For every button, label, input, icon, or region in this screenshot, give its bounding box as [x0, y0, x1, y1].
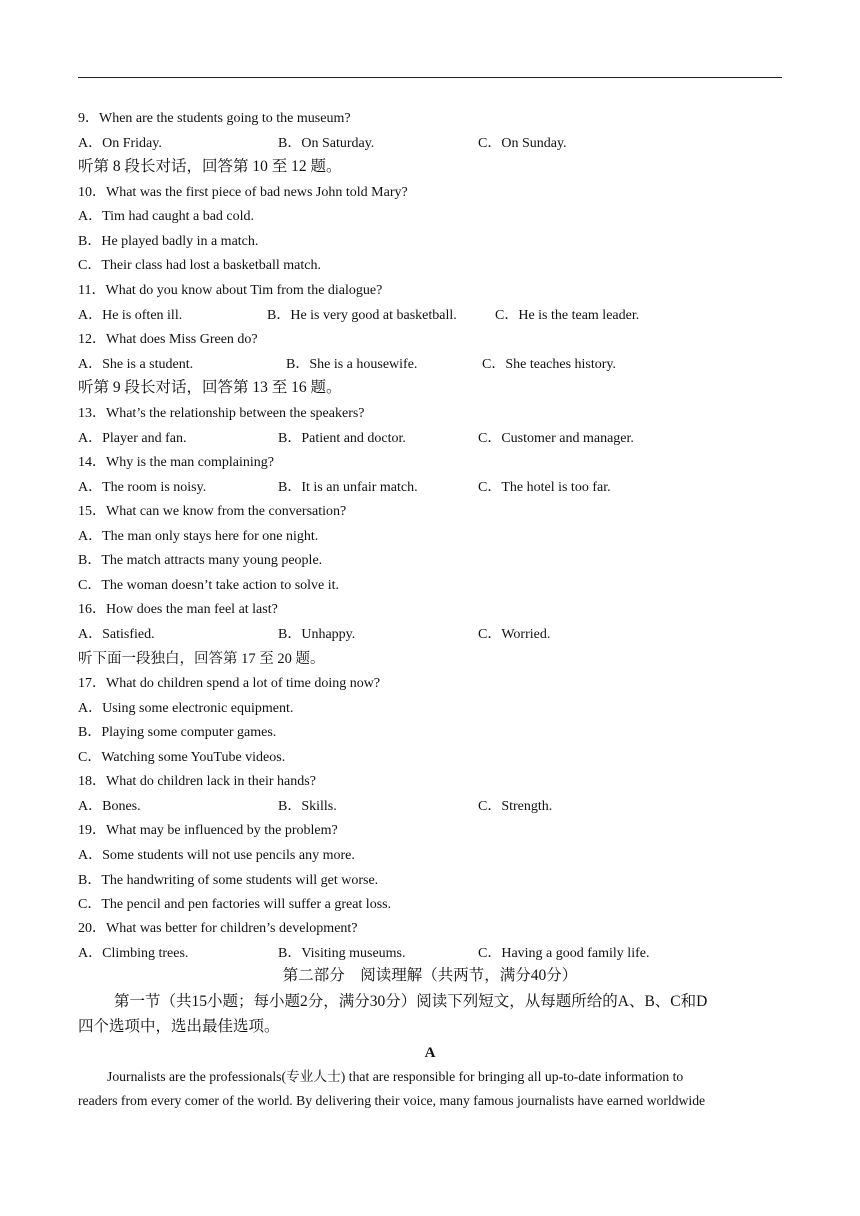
option-13c: C．Customer and manager.	[478, 431, 634, 446]
option-16b: B．Unhappy.	[278, 627, 356, 642]
question-17: 17．What do children spend a lot of time doing now?	[78, 676, 381, 691]
option-19c: C．The pencil and pen factories will suffer a great loss.	[78, 897, 392, 912]
header-rule	[78, 77, 782, 78]
option-13b: B．Patient and doctor.	[278, 431, 406, 446]
option-11a: A．He is often ill.	[78, 308, 183, 323]
question-11: 11．What do you know about Tim from the dialogue?	[78, 283, 383, 298]
option-17a: A．Using some electronic equipment.	[78, 701, 294, 716]
option-15a: A．The man only stays here for one night.	[78, 529, 319, 544]
option-20a: A．Climbing trees.	[78, 946, 189, 961]
question-14: 14．Why is the man complaining?	[78, 455, 274, 470]
section-9-instruction: 听第 9 段长对话，回答第 13 至 16 题。	[78, 379, 342, 396]
option-18a: A．Bones.	[78, 799, 141, 814]
passage-label: A	[424, 1045, 436, 1061]
option-11b: B．He is very good at basketball.	[267, 308, 457, 323]
option-15c: C．The woman doesn’t take action to solve it.	[78, 578, 340, 593]
question-20: 20．What was better for children’s development?	[78, 921, 358, 936]
part-2-instruction-line-1: 第一节（共15小题；每小题2分，满分30分）阅读下列短文，从每题所给的A、B、C和D	[114, 993, 708, 1010]
part-2-instruction-line-2: 四个选项中，选出最佳选项。	[78, 1018, 280, 1035]
option-19a: A．Some students will not use pencils any more.	[78, 848, 355, 863]
option-12b: B．She is a housewife.	[286, 357, 418, 372]
passage-line-2: readers from every comer of the world. By delivering their voice, many famous journalists have earned worldwide	[78, 1093, 706, 1108]
option-12c: C．She teaches history.	[482, 357, 617, 372]
option-10a: A．Tim had caught a bad cold.	[78, 209, 255, 224]
option-20c: C．Having a good family life.	[478, 946, 650, 961]
question-12: 12．What does Miss Green do?	[78, 332, 258, 347]
passage-line-1: Journalists are the professionals(专业人士) that are responsible for bringing all up-to-date information to	[107, 1069, 684, 1084]
question-9: 9．When are the students going to the museum?	[78, 111, 351, 126]
question-13: 13．What’s the relationship between the speakers?	[78, 406, 365, 421]
question-18: 18．What do children lack in their hands?	[78, 774, 316, 789]
option-14a: A．The room is noisy.	[78, 480, 207, 495]
question-16: 16．How does the man feel at last?	[78, 602, 278, 617]
option-19b: B．The handwriting of some students will get worse.	[78, 873, 379, 888]
option-10c: C．Their class had lost a basketball match.	[78, 258, 321, 273]
question-10: 10．What was the first piece of bad news John told Mary?	[78, 185, 408, 200]
option-9b: B．On Saturday.	[278, 136, 375, 151]
question-19: 19．What may be influenced by the problem?	[78, 823, 338, 838]
option-12a: A．She is a student.	[78, 357, 194, 372]
option-11c: C．He is the team leader.	[495, 308, 640, 323]
option-20b: B．Visiting museums.	[278, 946, 406, 961]
option-14b: B．It is an unfair match.	[278, 480, 418, 495]
monologue-instruction: 听下面一段独白，回答第 17 至 20 题。	[78, 651, 325, 667]
option-13a: A．Player and fan.	[78, 431, 187, 446]
option-17b: B．Playing some computer games.	[78, 725, 277, 740]
option-16c: C．Worried.	[478, 627, 551, 642]
option-18c: C．Strength.	[478, 799, 553, 814]
option-10b: B．He played badly in a match.	[78, 234, 259, 249]
option-15b: B．The match attracts many young people.	[78, 553, 323, 568]
option-9c: C．On Sunday.	[478, 136, 567, 151]
section-8-instruction: 听第 8 段长对话，回答第 10 至 12 题。	[78, 158, 342, 175]
option-16a: A．Satisfied.	[78, 627, 155, 642]
option-18b: B．Skills.	[278, 799, 337, 814]
option-17c: C．Watching some YouTube videos.	[78, 750, 286, 765]
part-2-title: 第二部分 阅读理解（共两节，满分40分）	[282, 967, 578, 984]
option-9a: A．On Friday.	[78, 136, 162, 151]
question-15: 15．What can we know from the conversation?	[78, 504, 347, 519]
option-14c: C．The hotel is too far.	[478, 480, 611, 495]
